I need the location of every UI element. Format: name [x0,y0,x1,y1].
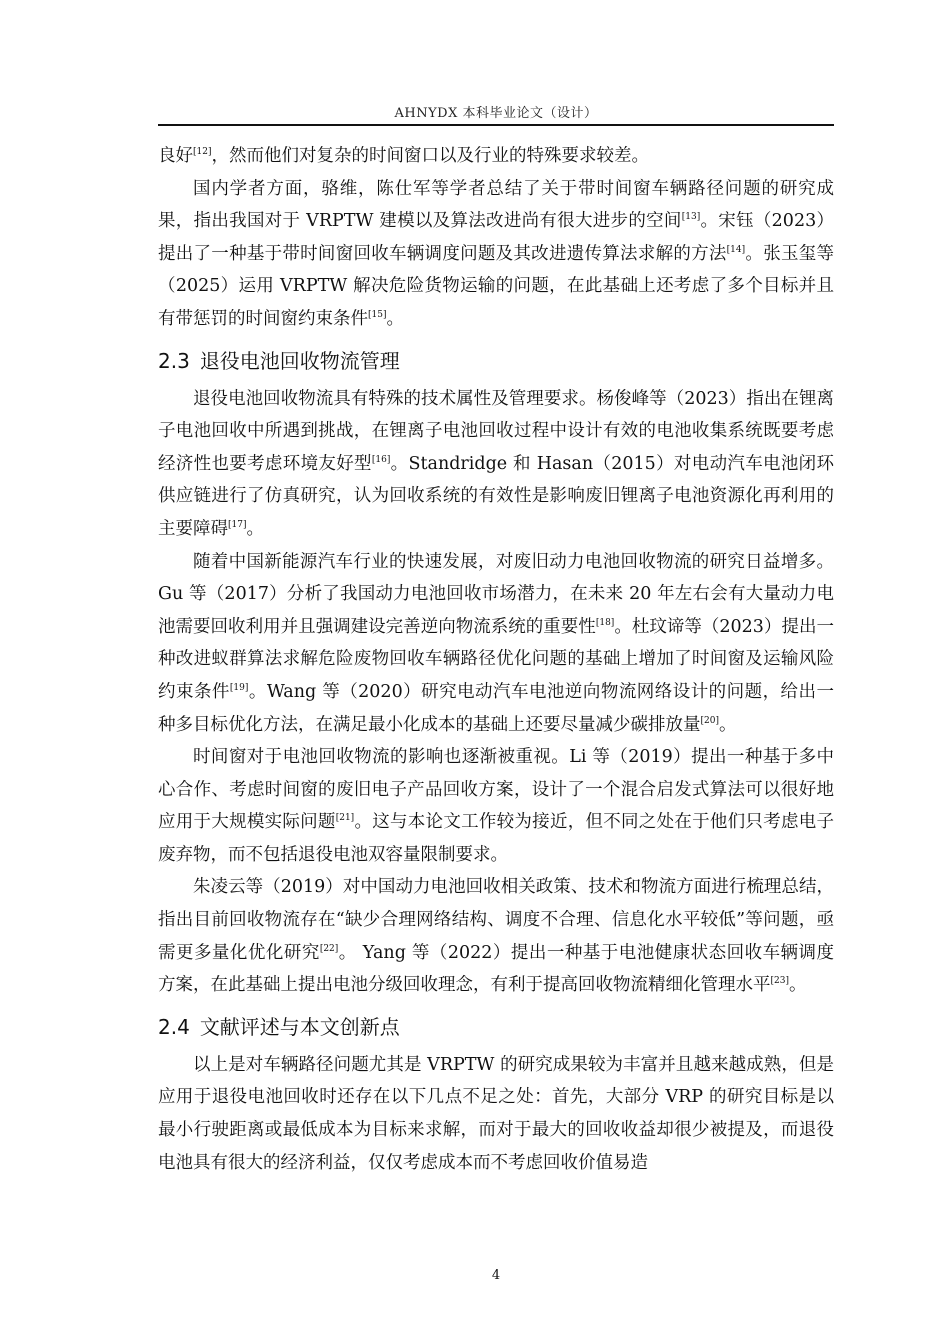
paragraph: 良好[12]，然而他们对复杂的时间窗口以及行业的特殊要求较差。 [158,146,649,166]
page-number: 4 [491,1268,501,1283]
body-text [158,140,834,1179]
paragraph: 朱凌云等（2019）对中国动力电池回收相关政策、技术和物流方面进行梳理总结，指出目前回收物流存在“缺少合理网络结构、调度不合理、信息化水平较低”等问题，亟需更多量化优化研究[22]。 Yang 等（2022）提出一种基于电池健康状态回收车辆调度方案，在此基础上提出电池分级回收理念，有利于提高回收物流精细化管理水平[23]。 [158,877,835,996]
section-heading-2-3: 2.3 退役电池回收物流管理 [158,348,400,373]
paragraph: 时间窗对于电池回收物流的影响也逐渐被重视。Li 等（2019）提出一种基于多中心合作、考虑时间窗的废旧电子产品回收方案，设计了一个混合启发式算法可以很好地应用于大规模实际问题[21]。这与本论文工作较为接近，但不同之处在于他们只考虑电子废弃物，而不包括退役电池双容量限制要求。 [158,747,835,865]
paragraph: 退役电池回收物流具有特殊的技术属性及管理要求。杨俊峰等（2023）指出在锂离子电池回收中所遇到挑战，在锂离子电池回收过程中设计有效的电池收集系统既要考虑经济性也要考虑环境友好型[16]。Standridge 和 Hasan（2015）对电动汽车电池闭环供应链进行了仿真研究，认为回收系统的有效性是影响废旧锂离子电池资源化再利用的主要障碍[17]。 [158,388,834,539]
paragraph: 随着中国新能源汽车行业的快速发展，对废旧动力电池回收物流的研究日益增多。Gu 等（2017）分析了我国动力电池回收市场潜力，在未来 20 年左右会有大量动力电池需要回收利用并且强调建设完善逆向物流系统的重要性[18]。杜玟谛等（2023）提出一种改进蚁群算法求解危险废物回收车辆路径优化问题的基础上增加了时间窗及运输风险约束条件[19]。Wang 等（2020）研究电动汽车电池逆向物流网络设计的问题，给出一种多目标优化方法，在满足最小化成本的基础上还要尽量减少碳排放量[20]。 [158,551,834,735]
paragraph: 以上是对车辆路径问题尤其是 VRPTW 的研究成果较为丰富并且越来越成熟，但是应用于退役电池回收时还存在以下几点不足之处：首先，大部分 VRP 的研究目标是以最小行驶距离或最低成本为目标来求解，而对于最大的回收收益却很少被提及，而退役电池具有很大的经济利益，仅仅考虑成本而不考虑回收价值易造 [158,1054,834,1173]
running-header: AHNYDX 本科毕业论文（设计） [394,106,598,121]
paragraph: 国内学者方面，骆维，陈仕军等学者总结了关于带时间窗车辆路径问题的研究成果，指出我国对于 VRPTW 建模以及算法改进尚有很大进步的空间[13]。宋钰（2023）提出了一种基于带时间窗回收车辆调度问题及其改进遗传算法求解的方法[14]。张玉玺等（2025）运用 VRPTW 解决危险货物运输的问题，在此基础上还考虑了多个目标并且有带惩罚的时间窗约束条件[15]。 [158,178,835,329]
header-rule [158,124,834,126]
section-heading-2-4: 2.4 文献评述与本文创新点 [158,1014,400,1039]
